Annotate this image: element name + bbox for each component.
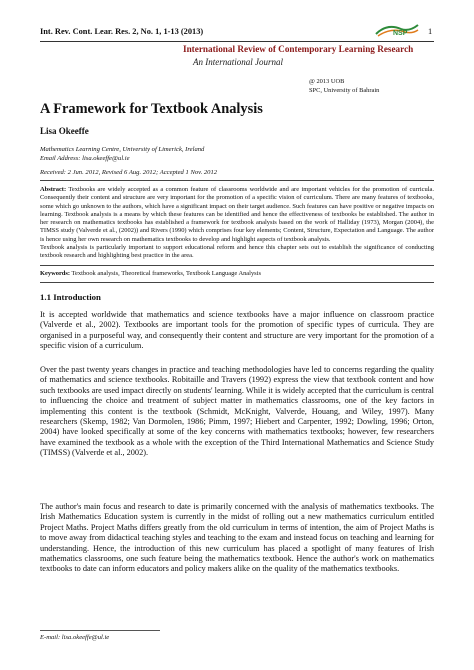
section-heading: 1.1 Introduction bbox=[40, 292, 101, 302]
header-rule bbox=[40, 41, 434, 42]
publisher-logo bbox=[375, 21, 419, 37]
page-number: 1 bbox=[428, 27, 433, 36]
keywords-bottom-rule bbox=[40, 282, 434, 283]
author-affiliation bbox=[40, 145, 204, 163]
body-paragraph-2 bbox=[40, 365, 434, 459]
email-address-line: Email Address: lisa.okeeffe@ul.ie bbox=[40, 155, 130, 162]
journal-subtitle: An International Journal bbox=[193, 57, 283, 67]
body-paragraph-1 bbox=[40, 310, 434, 352]
footnote-rule bbox=[40, 630, 160, 631]
author-name: Lisa Okeeffe bbox=[40, 126, 89, 136]
copyright-block bbox=[309, 77, 379, 95]
keywords-text: Textbook analysis, Theoretical frameworks, Textbook Language Analysis bbox=[70, 270, 261, 277]
logo-text: NSP bbox=[393, 30, 408, 37]
paragraph-text: The author's main focus and research to date is primarily concerned with the analysis of mathematics textbooks. The Irish Mathematics Education system is currently in the midst of rolling out a new mathematics curriculum entitled Project Maths. Project Maths differs greatly from the old curriculum in terms of intention, the aim of Project Maths is to move away from didactical teaching styles and teaching to the exam and instead focus on teaching and learning for understanding. Hence, the introduction of this new curriculum has placed a spotlight of many features of Irish mathematics classrooms, one such feature being the mathematics textbook. Hence the author's work on mathematics textbooks to date can inform educators and policy makers alike on the quality of the mathematics textbooks. bbox=[40, 502, 434, 574]
paragraph-text: It is accepted worldwide that mathematics and science textbooks have a major influence on classroom practice (Valverde et al., 2002). Textbooks are important tools for the promotion of specific types of curricula. They are organised in a purposeful way, and consequently their content and structure are very important for the promotion of a specific vision of a curriculum. bbox=[40, 310, 434, 351]
abstract-label: Abstract: bbox=[40, 186, 67, 193]
received-dates: Received: 2 Jun. 2012, Revised 6 Aug. 2012; Accepted 1 Nov. 2012 bbox=[40, 169, 218, 176]
copyright-line-2: SPC, University of Bahrain bbox=[309, 87, 380, 94]
abstract-text-1: Textbooks are widely accepted as a common feature of classrooms worldwide and are important vehicles for the promotion of curricula. Consequently their content and structure are very important for the promotion of a specific vision of curriculum. There are many features of textbooks, some which go unknown to the authors, which have a significant impact on their target audience. Such features can have positive or negative impacts on learning. Textbook analysis is a means by which these features can be identified and hence the effectiveness of textbooks be established. The author in her research on mathematics textbooks has established a framework for textbook analysis based on the work of Halliday (1973), Morgan (2004), the TIMSS study (Valverde et al., (2002)) and Rivers (1990) which comprises four key elements; Content, Structure, Expectation and Language. The author is hence using her own research on mathematics textbooks to develop and highlight aspects of textbook analysis. bbox=[40, 186, 434, 243]
copyright-line-1: @ 2013 UOB bbox=[309, 78, 345, 85]
abstract-paragraph-1 bbox=[40, 186, 434, 244]
keywords-label: Keywords: bbox=[40, 270, 71, 277]
footnote-email: E-mail: lisa.okeeffe@ul.ie bbox=[40, 634, 110, 641]
body-paragraph-3 bbox=[40, 502, 434, 575]
abstract bbox=[40, 186, 434, 261]
affiliation-line: Mathematics Learning Centre, University of Limerick, Ireland bbox=[40, 146, 205, 153]
running-header-citation: Int. Rev. Cont. Lear. Res. 2, No. 1, 1-13 (2013) bbox=[40, 27, 204, 36]
journal-title: International Review of Contemporary Learning Research bbox=[183, 44, 414, 54]
abstract-bottom-rule bbox=[40, 265, 434, 266]
abstract-top-rule bbox=[40, 180, 434, 181]
abstract-paragraph-2: Textbook analysis is particularly important to support educational reform and hence this chapter sets out to establish the significance of conducting textbook research and highlighting best practice in the area. bbox=[40, 244, 434, 260]
paragraph-text: Over the past twenty years changes in practice and teaching methodologies have led to concerns regarding the quality of mathematics and science textbooks. Robitaille and Travers (1992) express the view that textbook content and how such textbooks are used impact directly on students' learning. While it is widely accepted that the curriculum is central to influencing the choice and treatment of subject matter in mathematics classrooms, one of the key factors in implementing this content is the textbook (Schmidt, McKnight, Valverde, Houang, and Wiley, 1997). Many researchers (Skemp, 1982; Van Dormolen, 1986; Pimm, 1997; Hiebert and Carpenter, 1992; Dowling, 1996; Orton, 2004) have looked specifically at some of the key concerns with mathematics textbooks; however, few researchers have examined the textbook as a whole with the exception of the Third International Mathematics and Science Study (TIMSS) (Valverde et al., 2002). bbox=[40, 365, 434, 458]
keywords bbox=[40, 270, 261, 277]
paper-title: A Framework for Textbook Analysis bbox=[40, 101, 263, 117]
